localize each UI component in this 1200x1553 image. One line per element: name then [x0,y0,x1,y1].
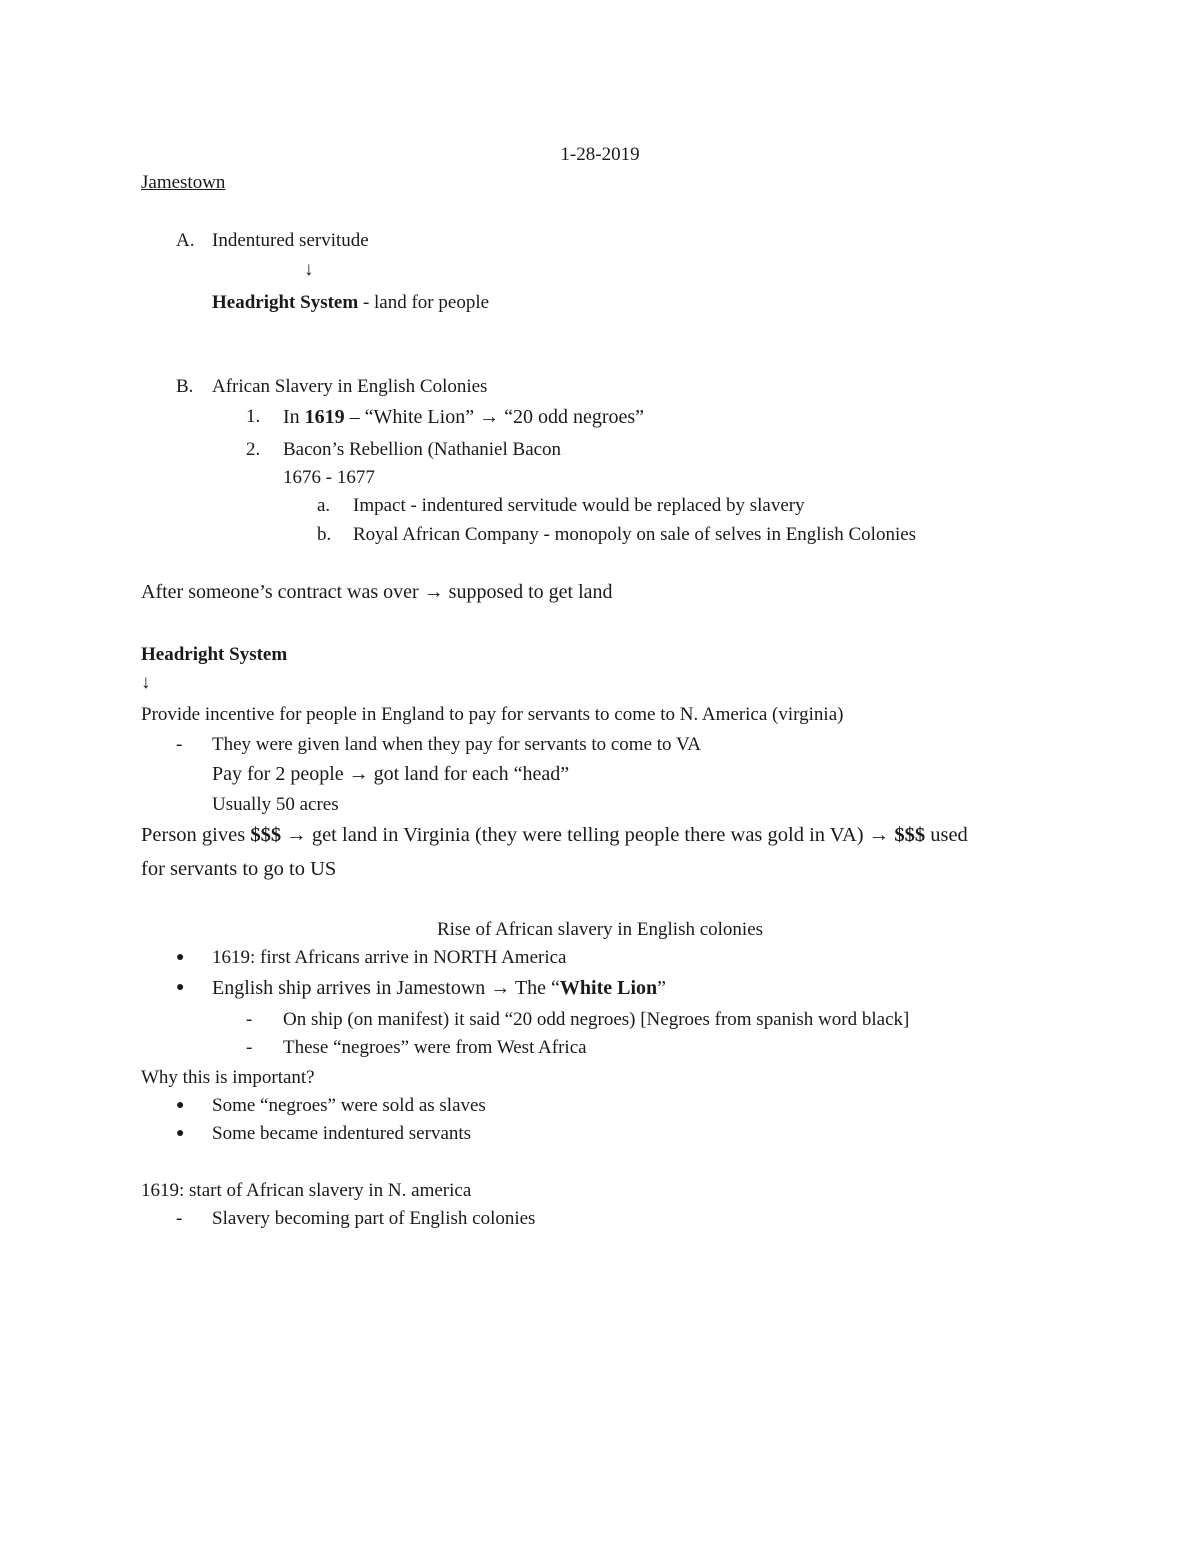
headright-d1: They were given land when they pay for servants to come to VA [212,734,701,755]
sub-a-marker: a. [317,495,331,516]
heading-jamestown: Jamestown [141,172,226,193]
outline-b-text: African Slavery in English Colonies [212,376,488,397]
person-bold-1: $$$ [250,824,282,846]
dash-3: - [246,1037,253,1058]
rise-start: 1619: start of African slavery in N. america [141,1180,472,1201]
person-post: used [925,824,968,846]
bullet-1-glyph: ● [176,950,185,965]
sub-b-text: Royal African Company - monopoly on sale of selves in English Colonies [353,524,917,545]
dash-4: - [176,1208,183,1229]
headright-d3: Usually 50 acres [212,794,339,815]
dash-1: - [176,734,183,755]
after-line: After someone’s contract was over → supposed to get land [141,581,613,603]
rise-b2-pre: English ship arrives in Jamestown → The “ [212,977,560,999]
rise-why: Why this is important? [141,1067,315,1088]
rise-b2-post: ” [657,977,667,999]
person-bold-2: $$$ [894,824,926,846]
headright-person-line2: for servants to go to US [141,858,337,880]
headright-d2: Pay for 2 people → got land for each “head” [212,763,570,785]
item-1-pre: In [283,406,305,428]
bullet-4-icon [176,1122,184,1148]
bullet-1-icon [176,946,184,972]
outline-a-headright [212,291,489,315]
rise-b1: 1619: first Africans arrive in NORTH America [212,947,567,968]
item-1-bold: 1619 [304,406,345,428]
headright-title [141,643,287,667]
rise-s-last: Slavery becoming part of English colonies [212,1208,536,1229]
headright-rest: - land for people [358,292,490,313]
dash-2: - [246,1009,253,1030]
down-arrow-icon: ↓ [304,259,314,280]
bullet-3-glyph: ● [176,1098,185,1113]
person-pre: Person gives [141,824,251,846]
headright-title-bold: Headright System [141,644,288,665]
rise-b2-bold: White Lion [559,977,658,999]
headright-person-line [141,823,968,847]
item-1-marker: 1. [246,406,261,427]
bullet-2-icon [176,976,184,1002]
rise-s2: These “negroes” were from West Africa [283,1037,587,1058]
item-2-marker: 2. [246,439,261,460]
sub-a-text: Impact - indentured servitude would be replaced by slavery [353,495,805,516]
rise-s1: On ship (on manifest) it said “20 odd negroes) [Negroes from spanish word black] [283,1009,910,1030]
item-2-cont: 1676 - 1677 [283,467,375,488]
rise-w1: Some “negroes” were sold as slaves [212,1095,486,1116]
bullet-3-icon [176,1094,184,1120]
rise-w2: Some became indentured servants [212,1123,472,1144]
bullet-4-glyph: ● [176,1126,185,1141]
bullet-2-glyph: ● [176,980,185,995]
person-mid: → get land in Virginia (they were telling people there was gold in VA) → [281,824,895,846]
outline-b-marker: B. [176,376,194,397]
headright-bold: Headright System [212,292,359,313]
item-2-text: Bacon’s Rebellion (Nathaniel Bacon [283,439,562,460]
rise-b2 [212,976,666,1000]
headright-arrow-icon: ↓ [141,672,151,693]
item-1-rest: – “White Lion” → “20 odd negroes” [344,406,645,428]
headright-line1: Provide incentive for people in England to pay for servants to come to N. America (virginia) [141,704,844,725]
outline-a-text: Indentured servitude [212,230,369,251]
outline-a-marker: A. [176,230,195,251]
sub-b-marker: b. [317,524,332,545]
date-line: 1-28-2019 [560,144,640,165]
rise-title: Rise of African slavery in English colonies [436,919,764,940]
item-1-text [283,405,644,429]
